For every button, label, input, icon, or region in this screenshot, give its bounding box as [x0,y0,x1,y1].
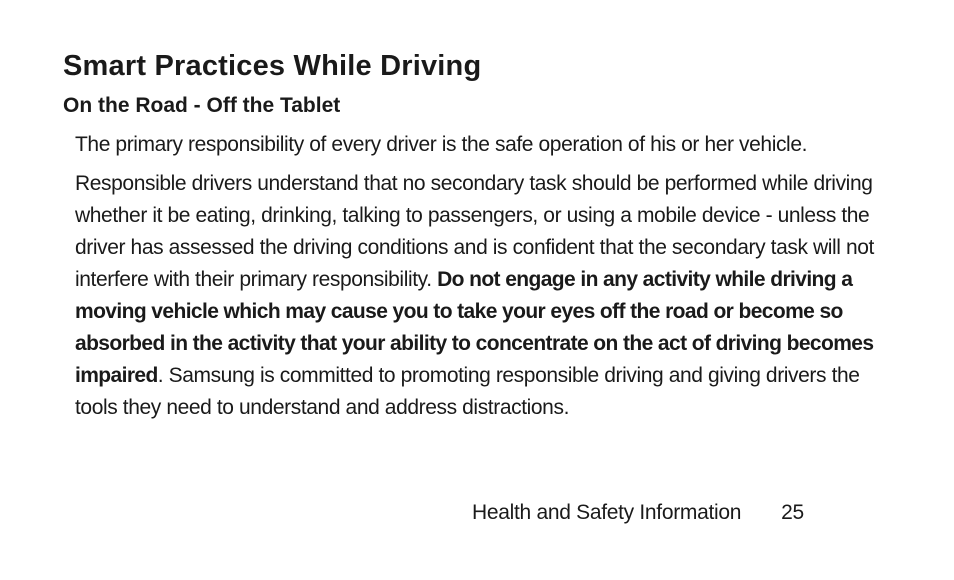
footer-section-title: Health and Safety Information [472,501,742,524]
paragraph-2 [75,168,875,424]
paragraph-2-lead: Responsible drivers understand that no secondary task should be performed while driving whether it be eating, drinking, talking to passengers, or using a mobile device - unless the driver has assessed the driving conditions and is confident that the secondary task will not interfere with their primary responsibility. [75,172,874,291]
page-title: Smart Practices While Driving [63,50,482,82]
paragraph-primary-responsibility [75,129,875,161]
paragraph-2-warning: Do not engage in any activity while driving a moving vehicle which may cause you to take your eyes off the road or become so absorbed in the activity that your ability to concentrate on the act of driving becomes impaired [75,268,874,387]
section-subtitle: On the Road - Off the Tablet [63,94,341,117]
page-number: 25 [781,501,804,524]
paragraph-1-text: The primary responsibility of every driver is the safe operation of his or her vehicle. [75,133,808,156]
paragraph-2-tail: . Samsung is committed to promoting responsible driving and giving drivers the tools they need to understand and address distractions. [75,364,860,419]
page-footer [472,498,804,528]
paragraph-responsible-drivers [75,168,875,424]
